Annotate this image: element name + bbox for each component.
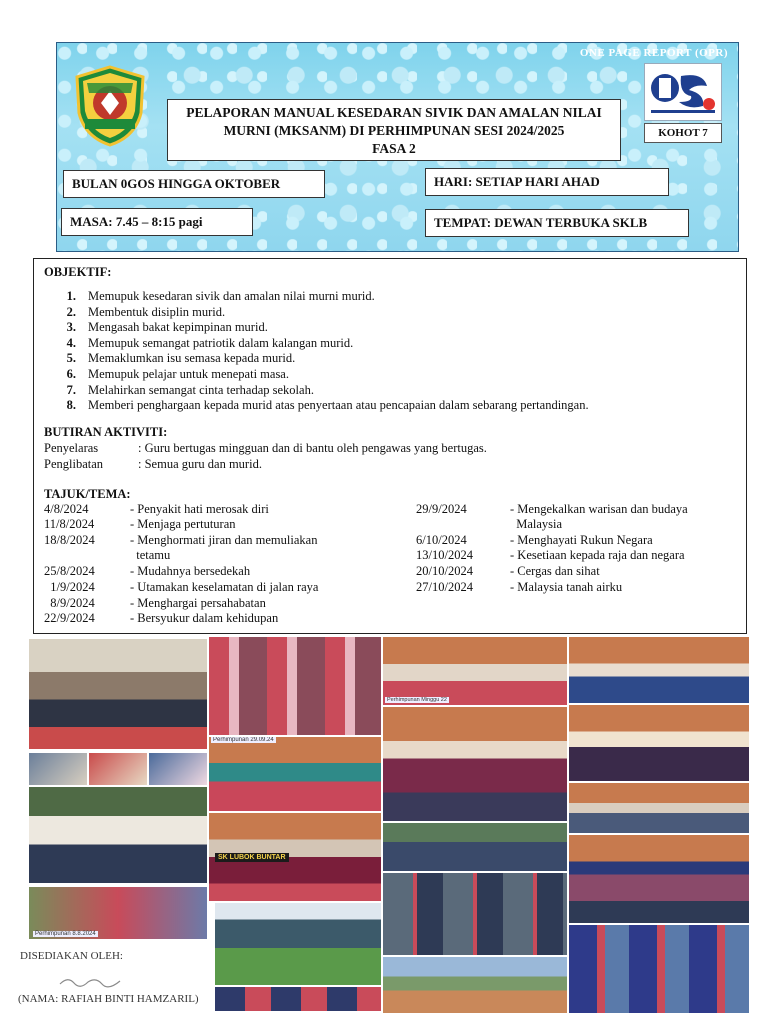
photo-award-winners xyxy=(568,834,750,924)
list-item: 7. Melahirkan semangat cinta terhadap sekolah. xyxy=(66,382,314,397)
penyelaras-row xyxy=(44,441,487,456)
photo-strip xyxy=(214,986,382,1012)
bulan-box: BULAN 0GOS HINGGA OKTOBER xyxy=(63,170,325,198)
photo-caption: Perhimpunan 29.09.24 xyxy=(213,737,274,743)
title-line-3: FASA 2 xyxy=(372,141,416,156)
report-header xyxy=(56,42,739,252)
tajuk-row: 27/10/2024 - Malaysia tanah airku xyxy=(416,580,623,594)
photo-grid-winners xyxy=(568,924,750,1014)
opr-label: ONE PAGE REPORT (OPR) xyxy=(579,47,728,59)
photo-teachers-stage xyxy=(208,812,382,902)
tajuk-row: 20/10/2024 - Cergas dan sihat xyxy=(416,564,600,578)
school-logo xyxy=(69,63,151,149)
penyelaras-value: : Guru bertugas mingguan dan di bantu oleh pengawas yang bertugas. xyxy=(138,441,487,455)
photo-stage-event xyxy=(382,636,568,706)
photo-caption: Perhimpunan Minggu 22 xyxy=(387,697,447,703)
tajuk-row: 6/10/2024 - Menghayati Rukun Negara xyxy=(416,533,653,547)
tempat-box: TEMPAT: DEWAN TERBUKA SKLB xyxy=(425,209,689,237)
photo-strip xyxy=(88,752,148,786)
list-item: 6. Memupuk pelajar untuk menepati masa. xyxy=(66,366,289,381)
penyelaras-label: Penyelaras xyxy=(44,441,99,455)
tajuk-row: 25/8/2024 - Mudahnya bersedekah xyxy=(44,564,251,578)
list-item: 3. Mengasah bakat kepimpinan murid. xyxy=(66,320,268,335)
photo-presentation xyxy=(382,706,568,822)
kohot-label: KOHOT 7 xyxy=(644,123,722,143)
photo-caption-strip xyxy=(28,886,208,940)
photo-outdoor-group xyxy=(214,902,382,986)
tajuk-row: 8/9/2024 - Menghargai persahabatan xyxy=(44,596,266,610)
penglibatan-label: Penglibatan xyxy=(44,457,104,471)
photo-hall-students xyxy=(28,786,208,884)
butiran-heading: BUTIRAN AKTIVITI: xyxy=(44,425,168,439)
photo-grid-students xyxy=(208,636,382,736)
title-line-1: PELAPORAN MANUAL KESEDARAN SIVIK DAN AMALAN NILAI xyxy=(186,105,602,120)
photo-courtyard xyxy=(382,822,568,872)
penglibatan-value: : Semua guru dan murid. xyxy=(138,457,262,471)
objektif-heading: OBJEKTIF: xyxy=(44,265,112,279)
prepared-by-name: (NAMA: RAFIAH BINTI HAMZARIL) xyxy=(18,993,199,1005)
photo-stage-performers xyxy=(568,704,750,782)
report-body xyxy=(33,258,747,634)
report-title xyxy=(167,99,621,161)
objektif-list xyxy=(54,289,589,414)
list-item: 4. Memupuk semangat patriotik dalam kalangan murid. xyxy=(66,335,354,350)
program-logo xyxy=(644,63,722,121)
photo-assembly-hall xyxy=(568,782,750,834)
photo-strip xyxy=(28,752,88,786)
signature xyxy=(58,974,128,988)
tajuk-row: 29/9/2024 - Mengekalkan warisan dan budaya xyxy=(416,502,688,516)
tajuk-row: 1/9/2024 - Utamakan keselamatan di jalan raya xyxy=(44,580,319,594)
title-line-2: MURNI (MKSANM) DI PERHIMPUNAN SESI 2024/2025 xyxy=(223,123,565,138)
photo-caption: Perhimpunan 8.8.2024 xyxy=(35,931,96,937)
list-item: 2. Membentuk disiplin murid. xyxy=(66,304,226,319)
penglibatan-row xyxy=(44,457,262,472)
photo-assembly-students xyxy=(28,638,208,750)
hari-box: HARI: SETIAP HARI AHAD xyxy=(425,168,669,196)
tajuk-row: 18/8/2024 - Menghormati jiran dan memuliakan xyxy=(44,533,318,547)
photo-school-building xyxy=(382,956,568,1014)
tajuk-row: Malaysia xyxy=(510,517,563,531)
list-item: 8. Memberi penghargaan kepada murid atas penyertaan atau pencapaian dalam sebarang pertandingan. xyxy=(66,398,589,413)
list-item: 1. Memupuk kesedaran sivik dan amalan nilai murni murid. xyxy=(66,289,375,303)
tajuk-row: 11/8/2024 - Menjaga pertuturan xyxy=(44,517,236,531)
photo-grid-assembly xyxy=(382,872,568,956)
tajuk-row: tetamu xyxy=(130,548,171,562)
tajuk-row: 13/10/2024 - Kesetiaan kepada raja dan negara xyxy=(416,548,685,562)
prepared-by-label: DISEDIAKAN OLEH: xyxy=(20,950,123,962)
masa-box: MASA: 7.45 – 8:15 pagi xyxy=(61,208,253,236)
photo-hall-ceremony xyxy=(568,636,750,704)
photo-award-ceremony xyxy=(208,736,382,812)
list-item: 5. Memaklumkan isu semasa kepada murid. xyxy=(66,351,296,366)
tajuk-row: 22/9/2024 - Bersyukur dalam kehidupan xyxy=(44,611,279,625)
school-banner: SK LUBOK BUNTAR xyxy=(215,853,289,862)
tajuk-heading: TAJUK/TEMA: xyxy=(44,487,131,501)
photo-collage xyxy=(24,636,750,1016)
photo-strip xyxy=(148,752,208,786)
tajuk-row: 4/8/2024 - Penyakit hati merosak diri xyxy=(44,502,269,516)
